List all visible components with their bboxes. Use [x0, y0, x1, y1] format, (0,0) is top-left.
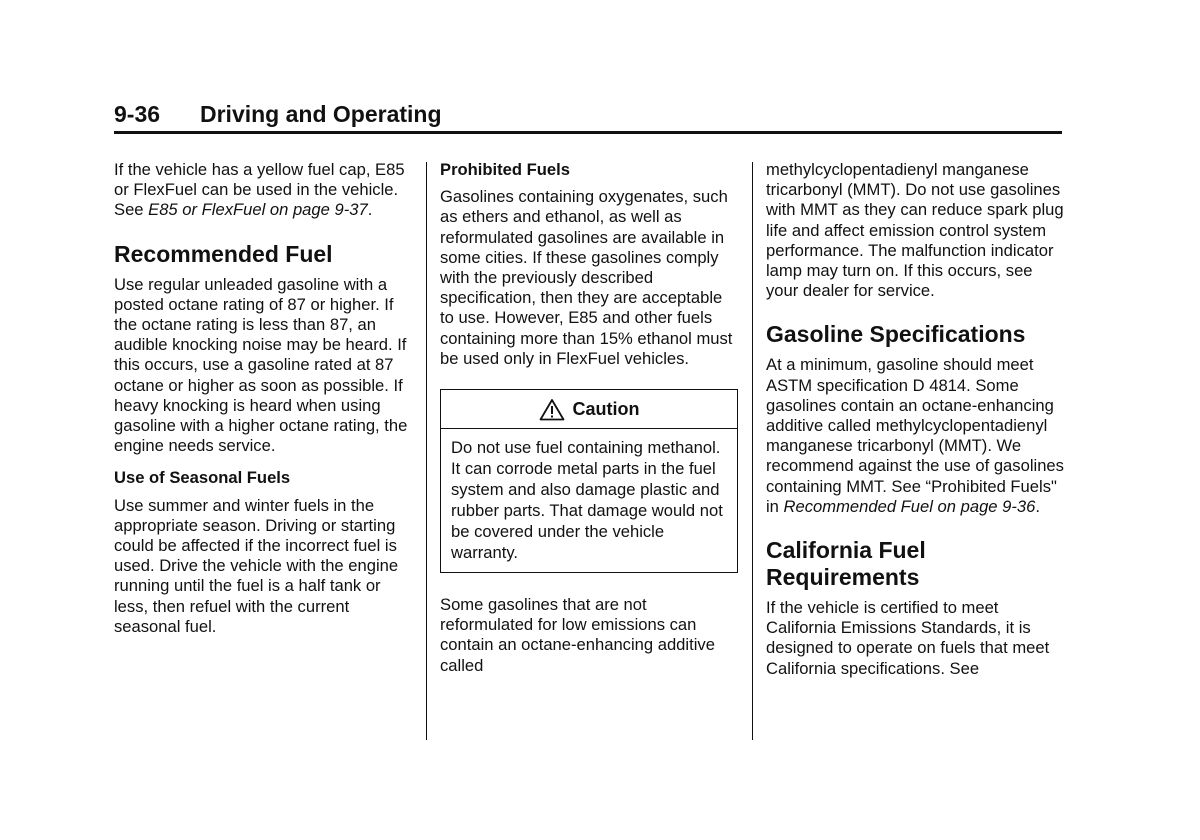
specs-text: At a minimum, gasoline should meet ASTM specification D 4814. Some gasolines contain an octane-enhancing additive called methylcyclopentadienyl manganese tricarbonyl (MMT). We recommend against the use of gasolines containing MMT. See “Prohibited Fuels" in: [766, 355, 1064, 516]
column-2: [440, 160, 738, 676]
cross-reference-link[interactable]: Recommended Fuel on page 9-36: [783, 496, 1036, 516]
page-number: 9-36: [114, 101, 161, 127]
page-header: [114, 101, 1062, 134]
gasoline-specifications-paragraph: [766, 355, 1066, 517]
column-3: [766, 160, 1066, 679]
caution-box: [440, 389, 738, 573]
octane-additive-paragraph: Some gasolines that are not reformulated for low emissions can contain an octane-enhancing additive called: [440, 595, 715, 675]
mmt-continuation-paragraph: methylcyclopentadienyl manganese tricarbonyl (MMT). Do not use gasolines with MMT as they can reduce spark plug life and affect emission control system performance. The malfunction indicator lamp may turn on. If this occurs, see your dealer for service.: [766, 160, 1064, 301]
heading-seasonal-fuels: Use of Seasonal Fuels: [114, 468, 291, 488]
heading-gasoline-specifications: Gasoline Specifications: [766, 321, 1026, 348]
recommended-fuel-paragraph: Use regular unleaded gasoline with a posted octane rating of 87 or higher. If the octane rating is less than 87, an audible knocking noise may be heard. If this occurs, use a gasoline rated at 87 octane or higher as soon as possible. If heavy knocking is heard when using gasoline with a higher octane rating, the engine needs service.: [114, 274, 408, 456]
prohibited-fuels-paragraph: Gasolines containing oxygenates, such as ethers and ethanol, as well as reformulated gasolines are available in some cities. If these gasolines comply with the previously described specification, then they are acceptable to use. However, E85 and other fuels containing more than 15% ethanol must be used only in FlexFuel vehicles.: [440, 187, 733, 368]
caution-text: Do not use fuel containing methanol. It can corrode metal parts in the fuel system and also damage plastic and rubber parts. That damage would not be covered under the vehicle warranty.: [451, 438, 723, 563]
california-fuel-paragraph: If the vehicle is certified to meet California Emissions Standards, it is designed to operate on fuels that meet California specifications. See: [766, 598, 1050, 678]
column-divider: [752, 162, 753, 740]
column-1: [114, 160, 414, 637]
intro-end: .: [367, 200, 373, 220]
seasonal-fuels-paragraph: Use summer and winter fuels in the appropriate season. Driving or starting could be affected if the incorrect fuel is used. Drive the vehicle with the engine running until the fuel is a half tank or less, then refuel with the current seasonal fuel.: [114, 495, 399, 636]
cross-reference-link[interactable]: E85 or FlexFuel on page 9-37: [148, 200, 368, 220]
intro-text: If the vehicle has a yellow fuel cap, E85 or FlexFuel can be used in the vehicle. See: [114, 160, 405, 220]
heading-prohibited-fuels: Prohibited Fuels: [440, 160, 570, 179]
heading-recommended-fuel: Recommended Fuel: [114, 240, 333, 267]
caution-header: [441, 390, 737, 429]
column-divider: [426, 162, 427, 740]
heading-california-fuel: California Fuel Requirements: [766, 537, 926, 591]
intro-paragraph: [114, 160, 414, 221]
caution-title: Caution: [572, 398, 640, 419]
warning-triangle-icon: [539, 398, 565, 421]
section-title: Driving and Operating: [200, 101, 442, 127]
specs-end: .: [1035, 496, 1040, 516]
